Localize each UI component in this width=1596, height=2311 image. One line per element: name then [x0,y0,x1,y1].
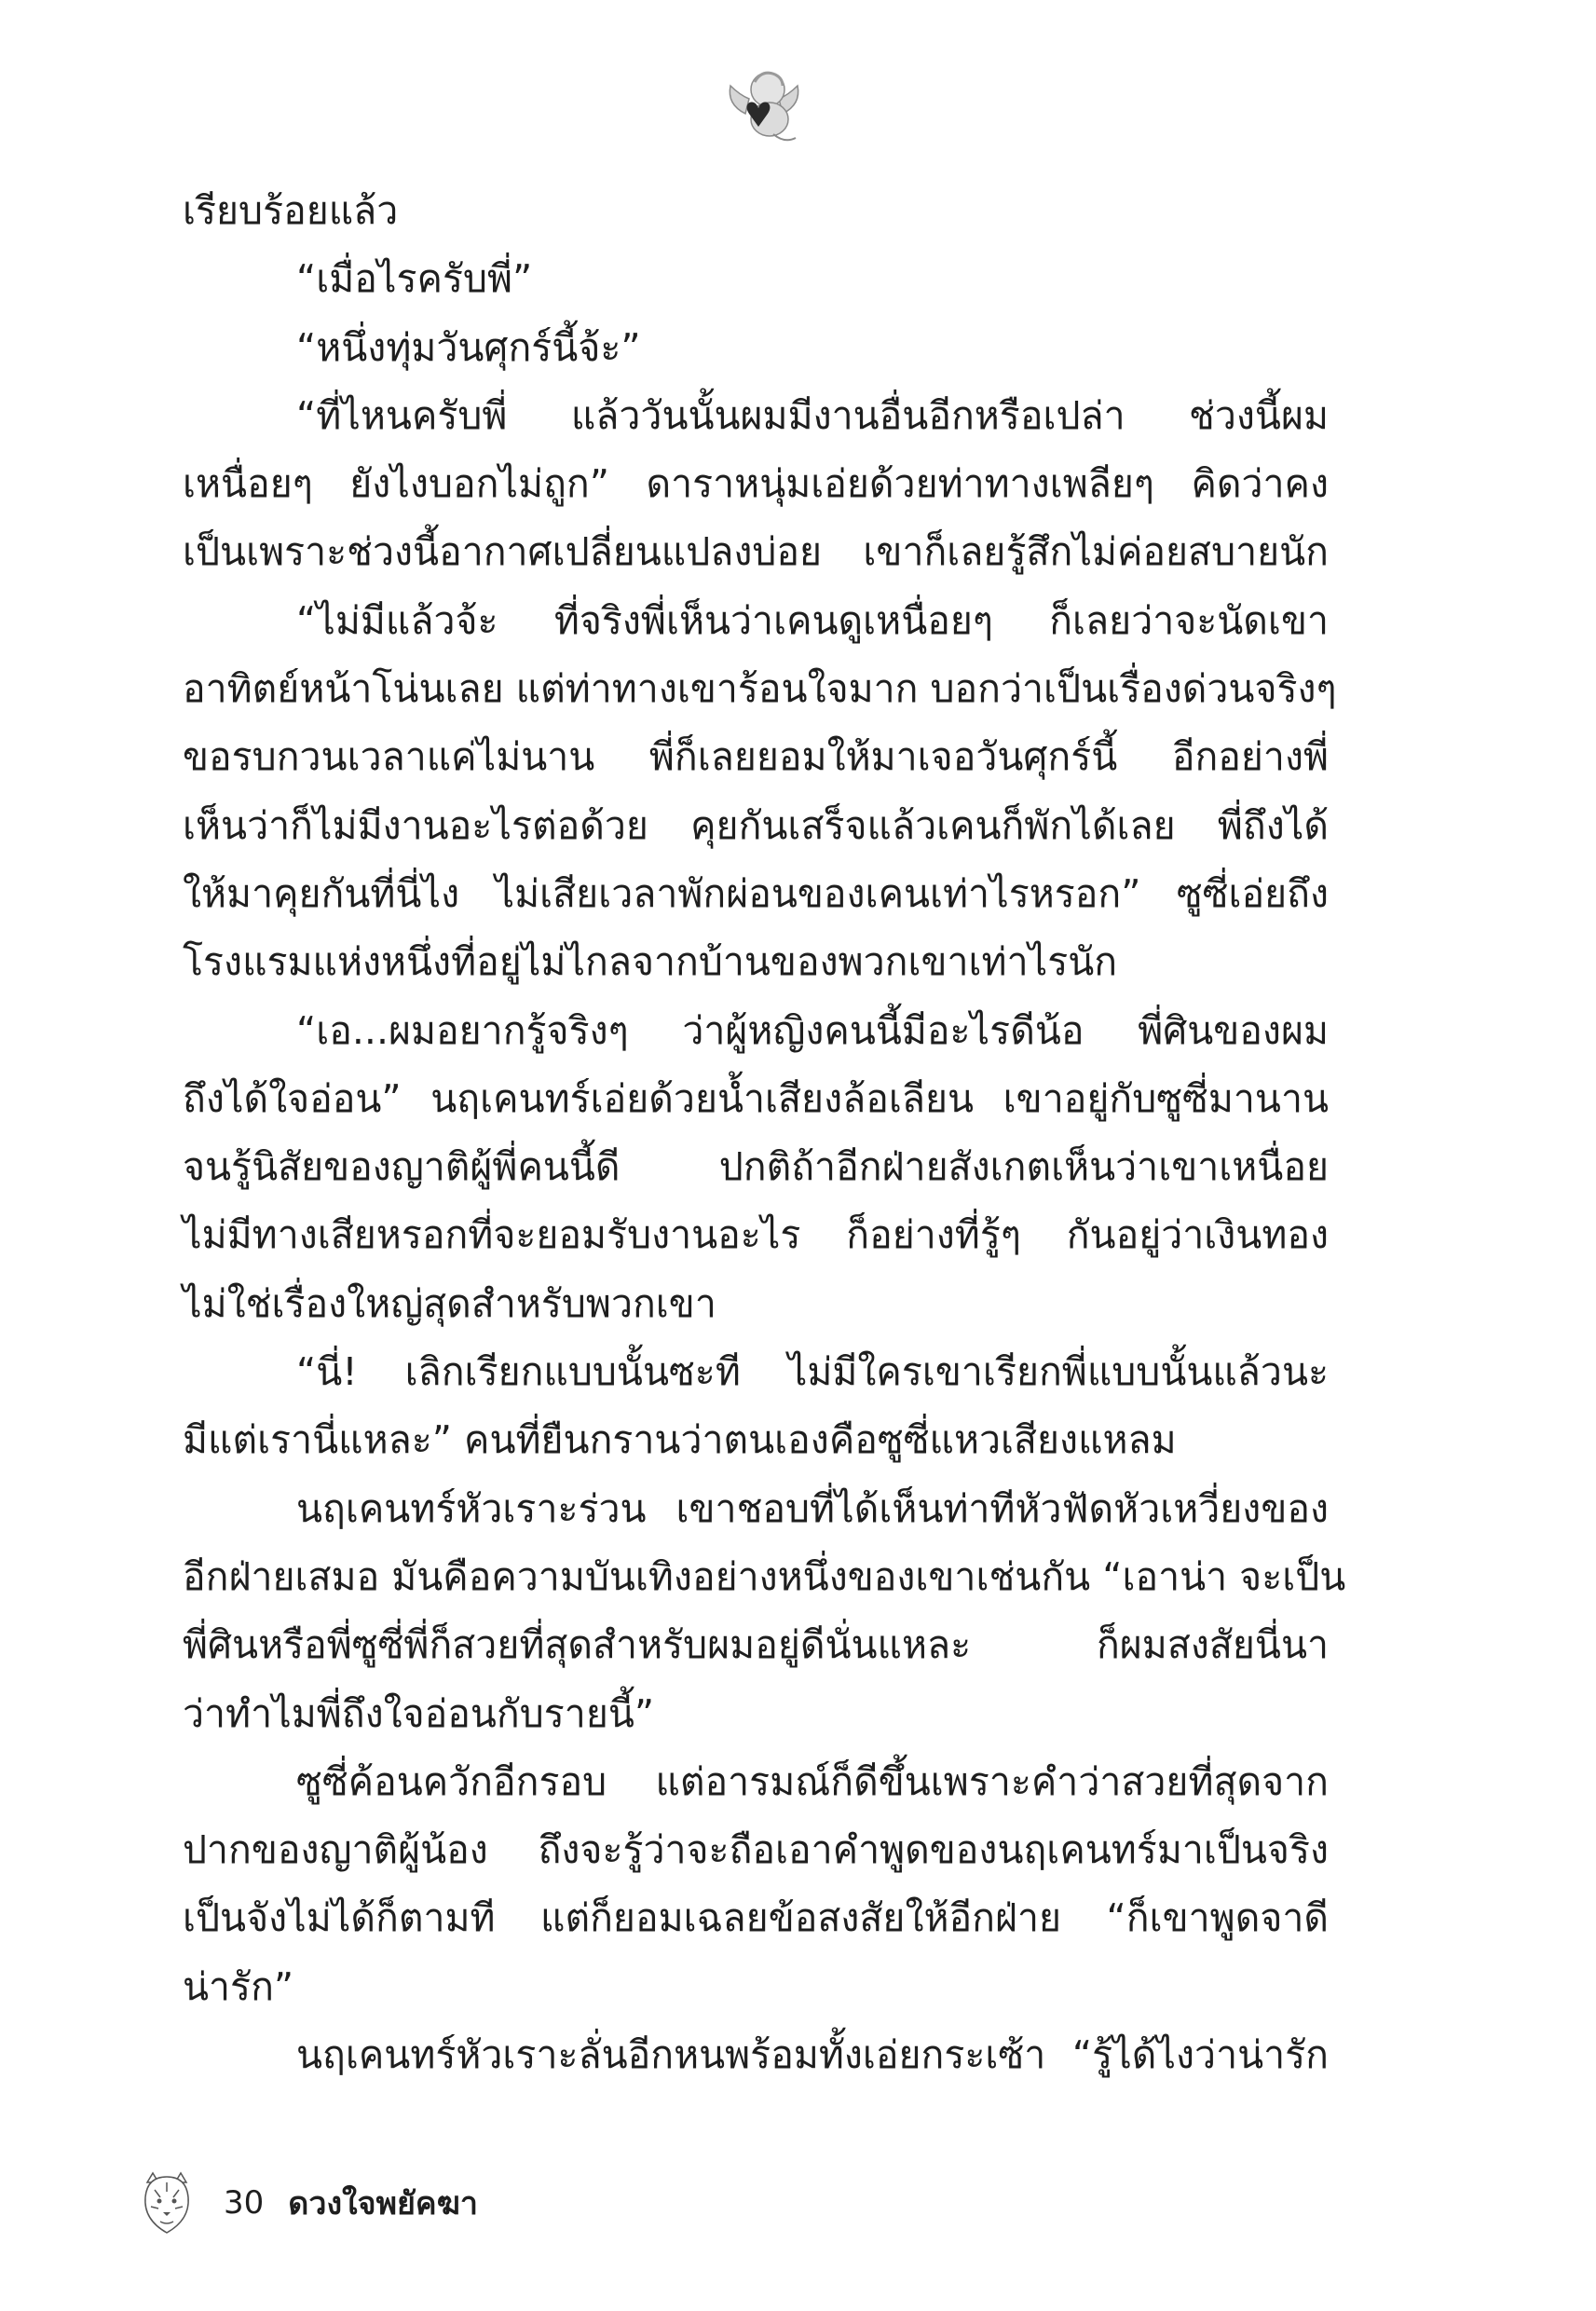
text-line: ขอรบกวนเวลาแค่ไม่นาน พี่ก็เลยยอมให้มาเจอวันศุกร์นี้ อีกอย่างพี่ [183,734,1329,780]
text-line: ให้มาคุยกันที่นี่ไง ไม่เสียเวลาพักผ่อนของเคนเท่าไรหรอก” ซูซี่เอ่ยถึง [183,870,1329,916]
text-line: “หนึ่งทุ่มวันศุกร์นี้จ้ะ” [296,324,641,370]
text-line: นฤเคนทร์หัวเราะลั่นอีกหนพร้อมทั้งเอ่ยกระเซ้า “รู้ได้ไงว่าน่ารัก [296,2032,1329,2078]
text-line: จนรู้นิสัยของญาติผู้พี่คนนี้ดี ปกติถ้าอีกฝ่ายสังเกตเห็นว่าเขาเหนื่อย [183,1144,1329,1190]
text-line: น่ารัก” [183,1963,294,2009]
text-line: “เมื่อไรครับพี่” [296,256,533,302]
book-title: ดวงใจพยัคฆา [288,2185,478,2222]
text-line: ซูซี่ค้อนควักอีกรอบ แต่อารมณ์ก็ดีขึ้นเพราะคำว่าสวยที่สุดจาก [296,1758,1329,1804]
text-line: เห็นว่าก็ไม่มีงานอะไรต่อด้วย คุยกันเสร็จแล้วเคนก็พักได้เลย พี่ถึงได้ [183,802,1329,848]
text-line: “นี่! เลิกเรียกแบบนั้นซะที ไม่มีใครเขาเรียกพี่แบบนั้นแล้วนะ [296,1349,1329,1395]
text-line: “ไม่มีแล้วจ้ะ ที่จริงพี่เห็นว่าเคนดูเหนื่อยๆ ก็เลยว่าจะนัดเขา [296,597,1329,643]
text-line: พี่ศินหรือพี่ซูซี่พี่ก็สวยที่สุดสำหรับผมอยู่ดีนั่นแหละ ก็ผมสงสัยนี่นา [183,1622,1329,1668]
text-line: เป็นเพราะช่วงนี้อากาศเปลี่ยนแปลงบ่อย เขาก็เลยรู้สึกไม่ค่อยสบายนัก [183,529,1329,575]
text-line: อีกฝ่ายเสมอ มันคือความบันเทิงอย่างหนึ่งของเขาเช่นกัน “เอาน่า จะเป็น [183,1553,1346,1599]
text-line: โรงแรมแห่งหนึ่งที่อยู่ไม่ไกลจากบ้านของพวกเขาเท่าไรนัก [183,939,1118,985]
text-line: เหนื่อยๆ ยังไงบอกไม่ถูก” ดาราหนุ่มเอ่ยด้วยท่าทางเพลียๆ คิดว่าคง [183,461,1329,507]
text-line: นฤเคนทร์หัวเราะร่วน เขาชอบที่ได้เห็นท่าทีหัวฟัดหัวเหวี่ยงของ [296,1485,1329,1531]
page-footer [140,2166,478,2240]
text-line: ปากของญาติผู้น้อง ถึงจะรู้ว่าจะถือเอาคำพูดของนฤเคนทร์มาเป็นจริง [183,1827,1329,1873]
text-line: ไม่มีทางเสียหรอกที่จะยอมรับงานอะไร ก็อย่างที่รู้ๆ กันอยู่ว่าเงินทอง [183,1212,1329,1258]
cherub-holding-heart-icon [717,58,811,151]
text-line: เรียบร้อยแล้ว [183,188,399,233]
page-number: 30 [224,2184,265,2222]
body-text [183,177,1346,2089]
text-line: ถึงได้ใจอ่อน” นฤเคนทร์เอ่ยด้วยน้ำเสียงล้อเลียน เขาอยู่กับซูซี่มานาน [183,1075,1329,1121]
text-line: “ที่ไหนครับพี่ แล้ววันนั้นผมมีงานอื่นอีกหรือเปล่า ช่วงนี้ผม [296,392,1329,438]
text-line: เป็นจังไม่ได้ก็ตามที แต่ก็ยอมเฉลยข้อสงสัยให้อีกฝ่าย “ก็เขาพูดจาดี [183,1895,1329,1941]
tiger-head-icon [140,2169,194,2236]
text-line: มีแต่เรานี่แหละ” คนที่ยืนกรานว่าตนเองคือซูซี่แหวเสียงแหลม [183,1417,1177,1463]
text-line: ว่าทำไมพี่ถึงใจอ่อนกับรายนี้” [183,1690,655,1736]
text-line: อาทิตย์หน้าโน่นเลย แต่ท่าทางเขาร้อนใจมาก บอกว่าเป็นเรื่องด่วนจริงๆ [183,666,1337,712]
text-line: ไม่ใช่เรื่องใหญ่สุดสำหรับพวกเขา [183,1280,716,1326]
text-line: “เอ...ผมอยากรู้จริงๆ ว่าผู้หญิงคนนี้มีอะไรดีน้อ พี่ศินของผม [296,1007,1329,1053]
